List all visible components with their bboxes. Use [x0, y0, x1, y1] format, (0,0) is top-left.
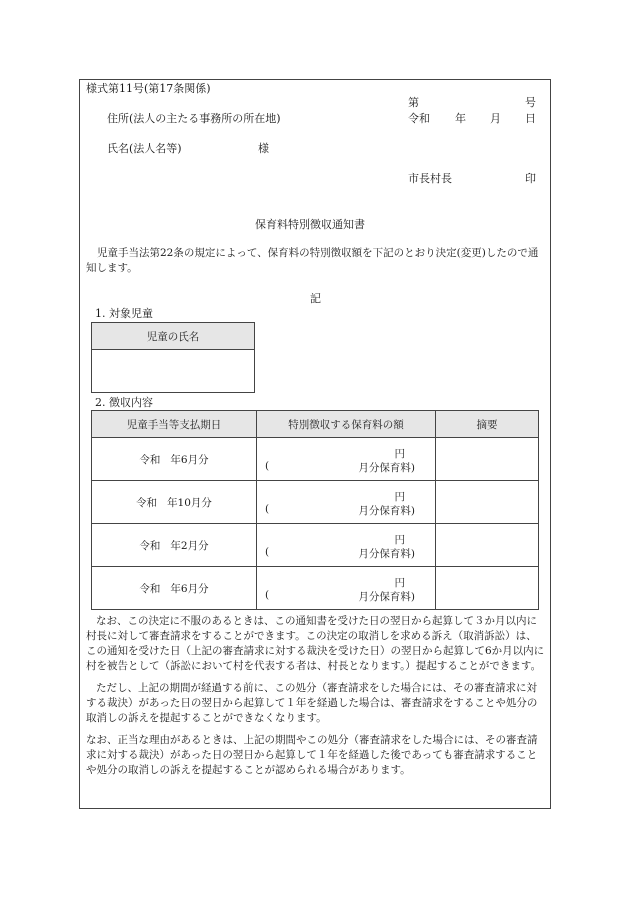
ki-label: 記 — [310, 292, 321, 305]
child-table — [91, 322, 255, 393]
era-text: 令和 — [139, 582, 161, 595]
remarks-cell[interactable] — [436, 438, 539, 481]
amount-cell[interactable] — [257, 438, 436, 481]
month-text: 年10月分 — [167, 496, 212, 509]
honorific: 様 — [258, 142, 269, 155]
number-label-dai: 第 — [408, 96, 419, 109]
note-paragraph-2: ただし、上記の期間が経過する前に、この処分（審査請求をした場合には、その審査請求に対する裁決）があった日の翌日から起算して１年を経過した場合は、審査請求をすることや処分の取消しの訴えを提起することができなくなります。 — [86, 682, 538, 724]
yen-label: 円 — [394, 448, 405, 460]
month-text: 年6月分 — [170, 453, 209, 466]
section2-label: 2. 徴収内容 — [95, 396, 153, 409]
yen-label: 円 — [394, 491, 405, 503]
table-row — [92, 524, 539, 567]
note-paragraph-1: なお、この決定に不服のあるときは、この通知書を受けた日の翌日から起算して３か月以内に村長に対して審査請求をすることができます。この決定の取消しを求める訴え（取消訴訟）は、この通知を受けた日（上記の審査請求に対する裁決を受けた日）の翌日から起算して6か月以内に村を被告として（訴訟において村を代表する者は、村長となります。）提起することができます。 — [86, 615, 545, 672]
number-label-go: 号 — [525, 96, 536, 109]
section1-label: 1. 対象児童 — [95, 307, 153, 320]
address-label: 住所(法人の主たる事務所の所在地) — [107, 112, 281, 125]
era-text: 令和 — [136, 496, 158, 509]
date-month: 月 — [490, 112, 501, 125]
header-payment-date: 児童手当等支払期日 — [92, 411, 257, 438]
paren-open: ( — [265, 589, 270, 601]
issuer-label: 市長村長 — [408, 172, 452, 185]
amount-cell[interactable] — [257, 567, 436, 610]
payment-date-cell — [92, 481, 257, 524]
document-title: 保育料特別徴収通知書 — [255, 218, 365, 231]
date-day: 日 — [525, 112, 536, 125]
note-paragraph-3: なお、正当な理由があるときは、上記の期間やこの処分（審査請求をした場合には、その審査請求に対する裁決）があった日の翌日から起算して１年を経過した後であっても審査請求することや処分の取消しの訴えを提起することが認められる場合があります。 — [86, 734, 538, 776]
month-suffix: 月分保育料) — [358, 505, 415, 517]
remarks-cell[interactable] — [436, 481, 539, 524]
month-suffix: 月分保育料) — [358, 548, 415, 560]
header-amount: 特別徴収する保育料の額 — [257, 411, 436, 438]
remarks-cell[interactable] — [436, 524, 539, 567]
collection-table — [91, 410, 539, 610]
era-text: 令和 — [139, 453, 161, 466]
paren-open: ( — [265, 503, 270, 515]
remarks-cell[interactable] — [436, 567, 539, 610]
payment-date-cell — [92, 438, 257, 481]
yen-label: 円 — [394, 534, 405, 546]
month-text: 年2月分 — [170, 539, 209, 552]
paren-open: ( — [265, 460, 270, 472]
era-text: 令和 — [139, 539, 161, 552]
month-suffix: 月分保育料) — [358, 462, 415, 474]
header-remarks: 摘要 — [436, 411, 539, 438]
name-label: 氏名(法人名等) — [107, 142, 182, 155]
yen-label: 円 — [394, 577, 405, 589]
payment-date-cell — [92, 567, 257, 610]
intro-paragraph: 児童手当法第22条の規定によって、保育料の特別徴収額を下記のとおり決定(変更)したので通知します。 — [86, 247, 539, 274]
table-row — [92, 481, 539, 524]
child-name-header: 児童の氏名 — [92, 323, 255, 350]
month-text: 年6月分 — [170, 582, 209, 595]
form-number: 様式第11号(第17条関係) — [86, 82, 211, 95]
date-era: 令和 — [408, 112, 430, 125]
seal-mark: 印 — [525, 172, 536, 185]
amount-cell[interactable] — [257, 481, 436, 524]
table-row — [92, 567, 539, 610]
child-name-cell[interactable] — [92, 350, 255, 393]
month-suffix: 月分保育料) — [358, 591, 415, 603]
table-row — [92, 438, 539, 481]
date-year: 年 — [455, 112, 466, 125]
payment-date-cell — [92, 524, 257, 567]
paren-open: ( — [265, 546, 270, 558]
amount-cell[interactable] — [257, 524, 436, 567]
